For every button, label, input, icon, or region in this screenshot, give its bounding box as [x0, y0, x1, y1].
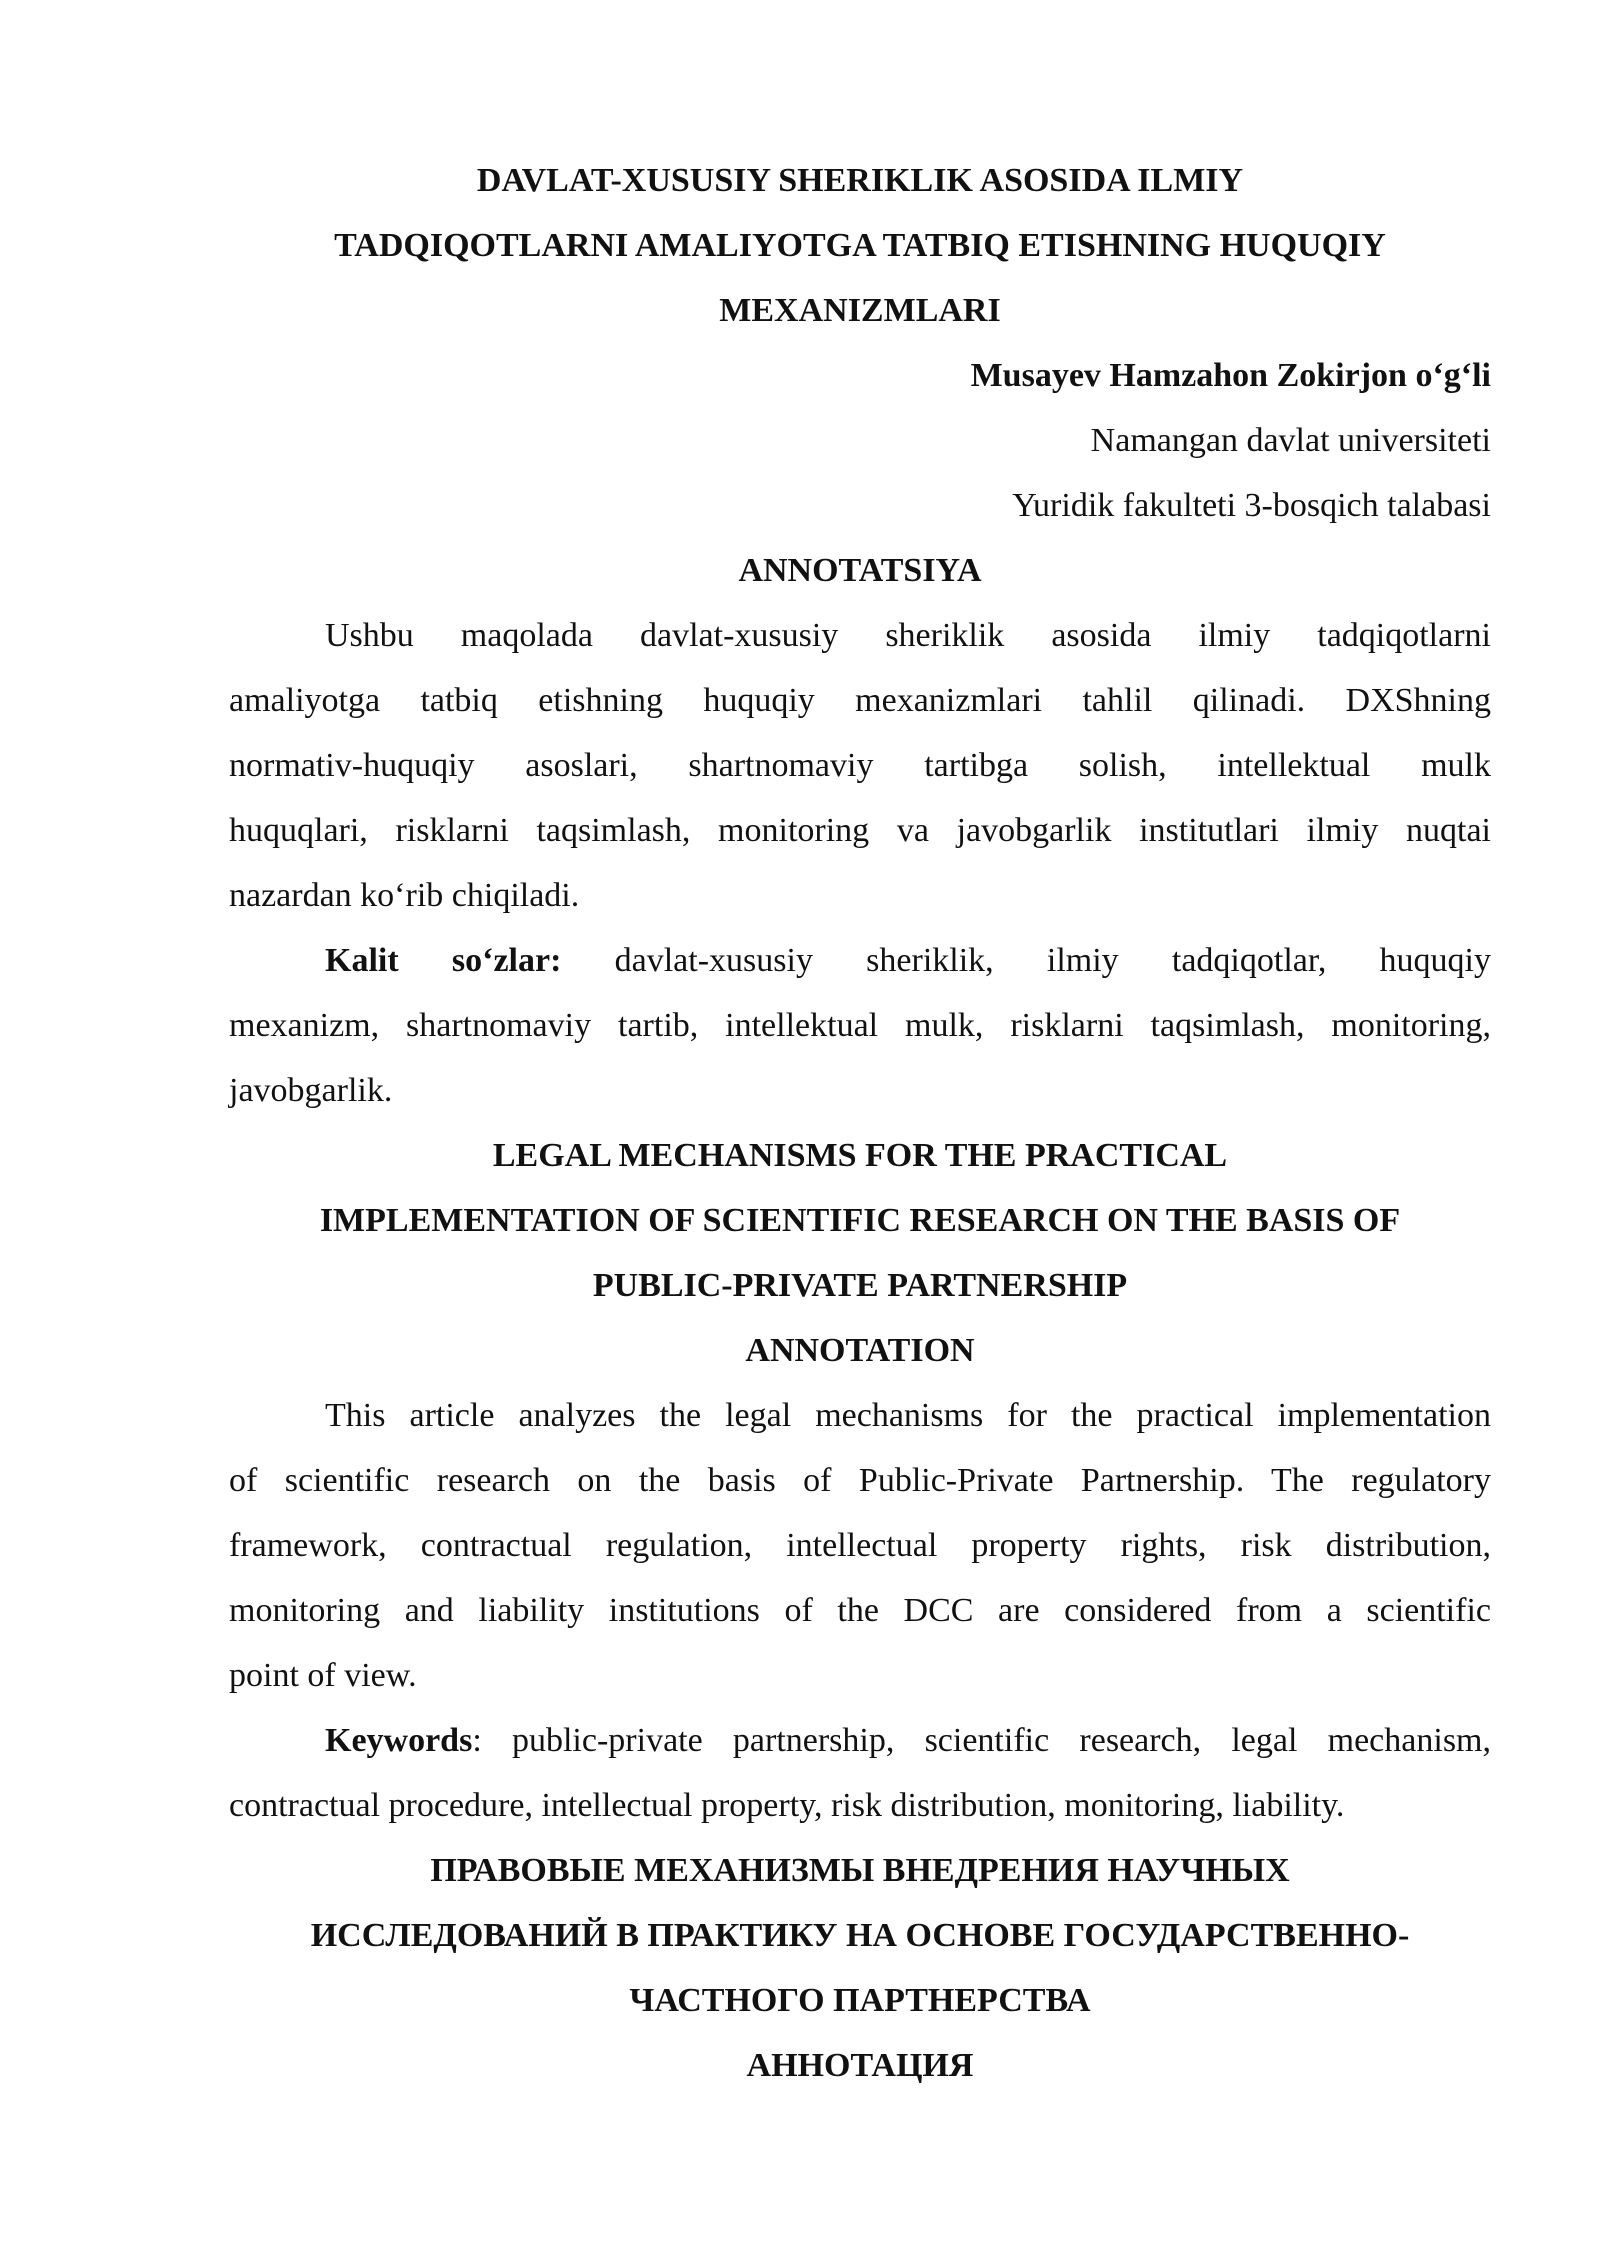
uz-keywords [229, 928, 1491, 1123]
en-abstract-line: This article analyzes the legal mechanisms for the practical implementation [325, 1397, 1491, 1434]
ru-title [229, 1838, 1491, 2033]
en-keywords [229, 1708, 1491, 1838]
uz-abstract-line: Ushbu maqolada davlat-xususiy sheriklik asosida ilmiy tadqiqotlarni [325, 617, 1491, 654]
en-title-line: IMPLEMENTATION OF SCIENTIFIC RESEARCH ON THE BASIS OF [319, 1202, 1401, 1239]
en-abstract-line: of scientific research on the basis of Public-Private Partnership. The regulatory [229, 1462, 1491, 1499]
en-title [229, 1123, 1491, 1318]
ru-title-line: ПРАВОВЫЕ МЕХАНИЗМЫ ВНЕДРЕНИЯ НАУЧНЫХ [430, 1852, 1290, 1889]
en-keywords-text: : public-private partnership, scientific research, legal mechanism, [472, 1722, 1491, 1759]
author-affiliation-university: Namangan davlat universiteti [1090, 422, 1491, 459]
uz-abstract-line: amaliyotga tatbiq etishning huquqiy mexanizmlari tahlil qilinadi. DXShning [229, 682, 1491, 719]
uz-keywords-text: davlat-xususiy sheriklik, ilmiy tadqiqotlar, huquqiy [561, 942, 1492, 979]
uz-abstract-line: nazardan ko‘rib chiqiladi. [229, 877, 580, 914]
uz-keywords-line: mexanizm, shartnomaviy tartib, intellektual mulk, risklarni taqsimlash, monitoring, [229, 1007, 1491, 1044]
document-page [229, 148, 1491, 2098]
uz-title-line: TADQIQOTLARNI AMALIYOTGA TATBIQ ETISHNING HUQUQIY [334, 227, 1386, 264]
author-affiliation-faculty: Yuridik fakulteti 3-bosqich talabasi [1012, 487, 1491, 524]
ru-annotation-heading: АННОТАЦИЯ [746, 2047, 974, 2084]
en-keywords-line: contractual procedure, intellectual property, risk distribution, monitoring, liability. [229, 1787, 1345, 1824]
ru-title-line: ЧАСТНОГО ПАРТНЕРСТВА [629, 1982, 1091, 2019]
ru-title-line: ИССЛЕДОВАНИЙ В ПРАКТИКУ НА ОСНОВЕ ГОСУДАРСТВЕННО- [310, 1917, 1410, 1954]
uz-title [229, 148, 1491, 343]
en-abstract [229, 1383, 1491, 1708]
en-abstract-line: monitoring and liability institutions of the DCC are considered from a scientific [229, 1592, 1491, 1629]
uz-abstract-line: normativ-huquqiy asoslari, shartnomaviy tartibga solish, intellektual mulk [229, 747, 1491, 784]
en-title-line: LEGAL MECHANISMS FOR THE PRACTICAL [492, 1137, 1228, 1174]
uz-title-line: DAVLAT-XUSUSIY SHERIKLIK ASOSIDA ILMIY [476, 162, 1244, 199]
uz-title-line: MEXANIZMLARI [719, 292, 1001, 329]
en-abstract-line: framework, contractual regulation, intellectual property rights, risk distribution, [229, 1527, 1491, 1564]
en-keywords-label: Keywords [325, 1722, 473, 1759]
uz-keywords-label: Kalit so‘zlar: [325, 942, 562, 979]
en-title-line: PUBLIC-PRIVATE PARTNERSHIP [592, 1267, 1128, 1304]
en-abstract-line: point of view. [229, 1657, 417, 1694]
author-name: Musayev Hamzahon Zokirjon o‘g‘li [970, 357, 1491, 394]
uz-annotation-heading: ANNOTATSIYA [738, 552, 982, 589]
uz-keywords-line: javobgarlik. [229, 1072, 393, 1109]
uz-keywords-line [229, 928, 1491, 993]
en-keywords-line [229, 1708, 1491, 1773]
uz-abstract-line: huquqlari, risklarni taqsimlash, monitoring va javobgarlik institutlari ilmiy nuqtai [229, 812, 1491, 849]
uz-abstract [229, 603, 1491, 928]
en-annotation-heading: ANNOTATION [745, 1332, 975, 1369]
